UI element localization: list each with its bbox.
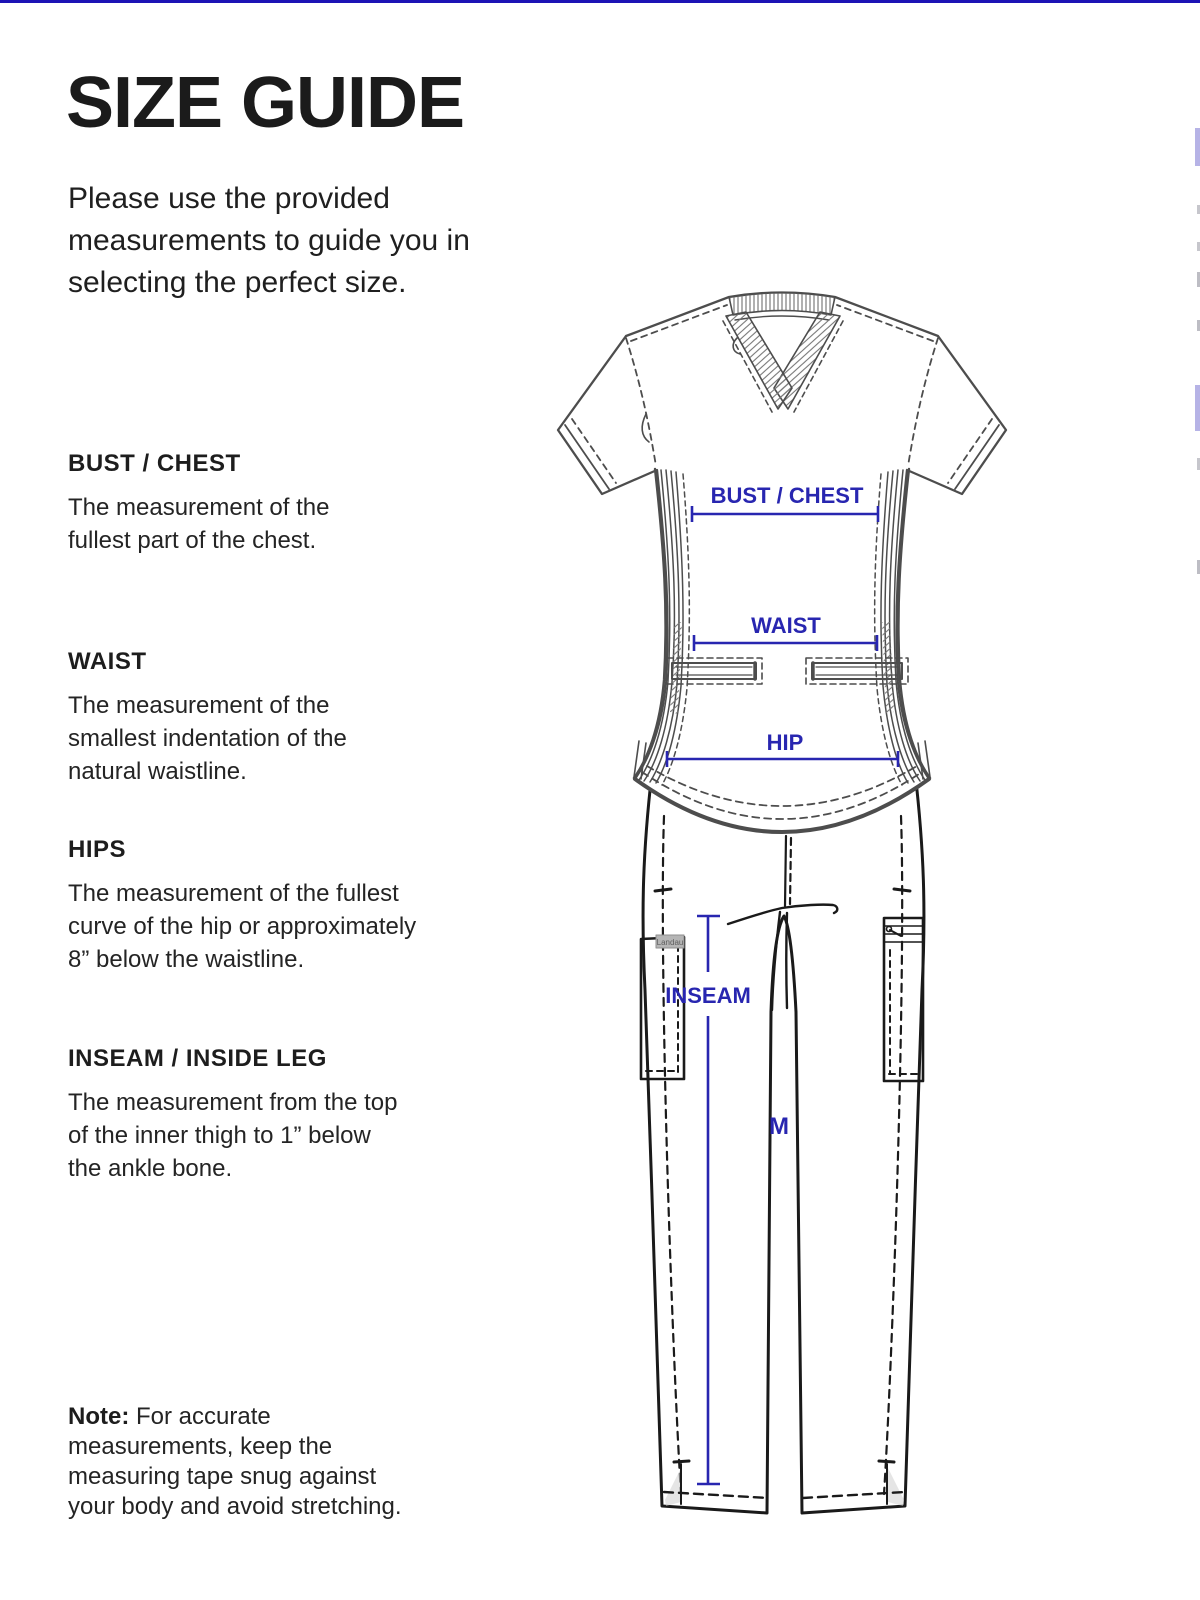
section-body-line: the ankle bone. (68, 1155, 233, 1182)
intro-line: measurements to guide you in (68, 224, 470, 257)
section-body-line: smallest indentation of the (68, 725, 347, 752)
garment-measurement-diagram (520, 282, 1020, 1532)
intro-text (68, 178, 470, 304)
section-heading: HIPS (68, 836, 127, 863)
size-letter-label: M (769, 1113, 789, 1140)
section-body-line: The measurement of the (68, 692, 330, 719)
section-heading: BUST / CHEST (68, 450, 241, 477)
section-waist (68, 648, 518, 788)
note-block (68, 1402, 518, 1522)
section-body-line: The measurement from the top (68, 1089, 398, 1116)
note-line: your body and avoid stretching. (68, 1493, 402, 1520)
top-border (0, 0, 1200, 3)
note-line: measurements, keep the (68, 1433, 333, 1460)
section-body-line: The measurement of the fullest (68, 880, 399, 907)
note-first-line: For accurate (129, 1403, 271, 1430)
intro-line: selecting the perfect size. (68, 266, 407, 299)
section-heading: WAIST (68, 648, 147, 675)
scrub-pants-illustration (641, 772, 924, 1513)
section-body-line: The measurement of the (68, 494, 330, 521)
hip-measure-label: HIP (766, 730, 804, 755)
page-title: SIZE GUIDE (66, 63, 465, 143)
edge-artifact (1195, 385, 1200, 431)
brand-tag-text: Landau (656, 938, 684, 947)
waist-measure-label: WAIST (751, 613, 821, 638)
section-body-line: fullest part of the chest. (68, 527, 317, 554)
section-inseam (68, 1045, 518, 1185)
edge-artifact (1195, 128, 1200, 166)
section-bust-chest (68, 450, 518, 557)
section-heading: INSEAM / INSIDE LEG (68, 1045, 327, 1072)
section-body-line: of the inner thigh to 1” below (68, 1122, 371, 1149)
note-line: measuring tape snug against (68, 1463, 377, 1490)
pants-silhouette (643, 772, 924, 1513)
section-body-line: natural waistline. (68, 758, 247, 785)
note-label: Note: (68, 1403, 130, 1430)
section-body-line: curve of the hip or approximately (68, 913, 417, 940)
bust-measure-label: BUST / CHEST (710, 483, 864, 508)
inseam-measure-label: INSEAM (665, 983, 751, 1008)
section-body-line: 8” below the waistline. (68, 946, 305, 973)
section-hips (68, 836, 518, 976)
note-line (68, 1402, 518, 1432)
intro-line: Please use the provided (68, 182, 390, 215)
